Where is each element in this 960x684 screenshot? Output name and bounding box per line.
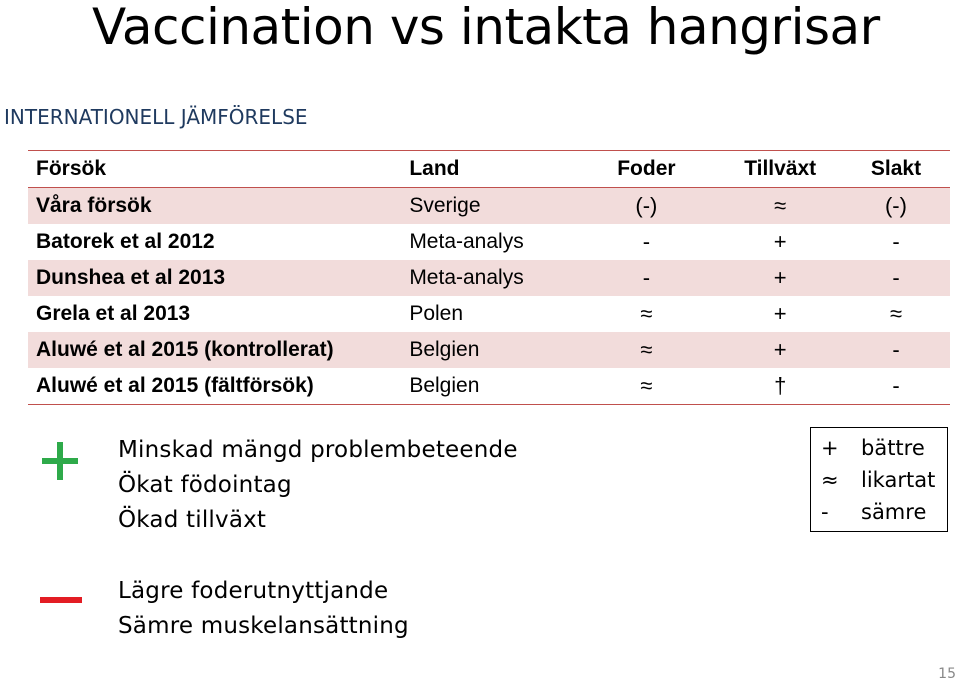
cell-study: Aluwé et al 2015 (fältförsök) xyxy=(36,374,314,397)
cell-slaughter: - xyxy=(892,337,900,362)
cell-country: Meta-analys xyxy=(409,230,524,253)
list-item: Ökad tillväxt xyxy=(118,507,267,533)
page-number: 15 xyxy=(938,666,956,682)
cell-growth: + xyxy=(773,337,787,362)
cell-country: Polen xyxy=(409,302,464,325)
cell-slaughter: - xyxy=(892,229,900,254)
table-row xyxy=(28,296,950,332)
table-row xyxy=(28,332,950,368)
cell-study: Grela et al 2013 xyxy=(36,302,191,325)
col-header-foder: Foder xyxy=(617,157,676,180)
cell-feed: - xyxy=(642,265,651,290)
cell-study: Våra försök xyxy=(36,194,152,217)
comparison-table xyxy=(28,150,950,405)
cell-feed: ≈ xyxy=(640,337,653,362)
cell-slaughter: (-) xyxy=(884,193,907,218)
cell-study: Aluwé et al 2015 (kontrollerat) xyxy=(36,338,334,361)
cell-growth: + xyxy=(773,229,787,254)
list-item: Sämre muskelansättning xyxy=(118,613,409,639)
cell-feed: - xyxy=(642,229,651,254)
page-title: Vaccination vs intakta hangrisar xyxy=(92,0,880,56)
cell-growth: ≈ xyxy=(774,193,787,218)
cell-country: Sverige xyxy=(409,194,481,217)
cell-country: Belgien xyxy=(409,374,480,397)
col-header-land: Land xyxy=(409,157,460,180)
cell-feed: ≈ xyxy=(640,373,653,398)
table-row xyxy=(28,260,950,296)
disadvantages-list xyxy=(118,574,409,644)
table-row xyxy=(28,224,950,260)
legend-row xyxy=(821,432,925,464)
section-subtitle: INTERNATIONELL JÄMFÖRELSE xyxy=(4,105,308,129)
minus-icon xyxy=(40,597,82,603)
cell-slaughter: - xyxy=(892,373,900,398)
legend-symbol: ≈ xyxy=(821,468,839,492)
table-row xyxy=(28,368,950,405)
table-header-row xyxy=(28,151,950,188)
legend-label: bättre xyxy=(861,436,925,460)
cell-growth: + xyxy=(773,265,787,290)
cell-study: Batorek et al 2012 xyxy=(36,230,215,253)
cell-feed: (-) xyxy=(635,193,658,218)
cell-slaughter: ≈ xyxy=(889,301,903,326)
col-header-forsok: Försök xyxy=(36,157,107,180)
cell-study: Dunshea et al 2013 xyxy=(36,266,226,289)
symbol-legend xyxy=(810,427,948,532)
cell-feed: ≈ xyxy=(640,301,653,326)
cell-slaughter: - xyxy=(892,265,900,290)
legend-symbol: + xyxy=(821,436,839,460)
col-header-tillvaxt: Tillväxt xyxy=(744,157,817,180)
list-item: Minskad mängd problembeteende xyxy=(118,437,518,463)
legend-label: sämre xyxy=(861,500,927,524)
legend-symbol: - xyxy=(821,500,829,524)
legend-label: likartat xyxy=(861,468,936,492)
cell-country: Meta-analys xyxy=(409,266,524,289)
table-row xyxy=(28,188,950,225)
cell-country: Belgien xyxy=(409,338,480,361)
advantages-list xyxy=(118,433,518,538)
list-item: Ökat födointag xyxy=(118,472,292,498)
legend-row xyxy=(821,496,926,528)
list-item: Lägre foderutnyttjande xyxy=(118,578,389,604)
cell-growth: † xyxy=(774,373,787,398)
plus-icon xyxy=(40,438,80,484)
legend-row xyxy=(821,464,935,496)
col-header-slakt: Slakt xyxy=(870,157,922,180)
cell-growth: + xyxy=(773,301,787,326)
